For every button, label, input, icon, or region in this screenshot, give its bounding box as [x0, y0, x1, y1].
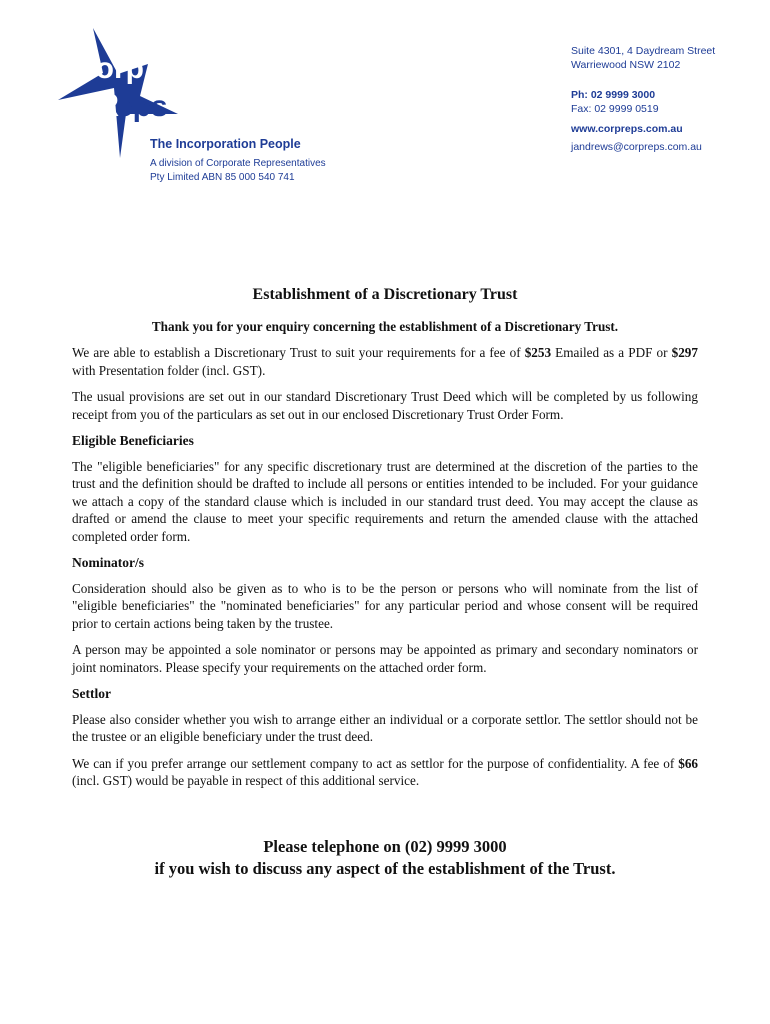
folder-fee: $297 — [671, 345, 698, 360]
cta-phone-line: Please telephone on (02) 9999 3000 — [263, 837, 507, 856]
phone-number: Ph: 02 9999 3000 — [571, 89, 656, 101]
pdf-fee: $253 — [524, 345, 552, 360]
contact-block — [571, 44, 761, 154]
cta-discuss-line: if you wish to discuss any aspect of the establishment of the Trust. — [154, 859, 616, 878]
nominators-paragraph-2: A person may be appointed a sole nominator or persons may be appointed as primary and secondary nominators or joint nominators. Please specify your requirements on the attached order form. — [72, 642, 698, 675]
heading-eligible-beneficiaries: Eligible Beneficiaries — [72, 433, 194, 448]
settlor-paragraph-2: We can if you prefer arrange our settlement company to act as settlor for the purpose of confidentiality. A fee of $66 (incl. GST) would be payable in respect of this additional service. — [72, 755, 698, 788]
logo-word-eps: eps — [116, 90, 168, 123]
provisions-paragraph: The usual provisions are set out in our standard Discretionary Trust Deed which will be completed by us following receipt from you of the particulars as set out in our enclosed Discretionary Trust Order Form. — [72, 389, 698, 422]
logo-word-corp: Corp — [74, 52, 144, 85]
logo-initial-r: R — [96, 87, 120, 123]
fee-paragraph: We are able to establish a Discretionary Trust to suit your requirements for a fee of $253 Emailed as a PDF or $297 with Presentation folder (incl. GST). — [72, 345, 698, 378]
settlor-paragraph-1: Please also consider whether you wish to arrange either an individual or a corporate settlor. The settlor should not be the trustee or an eligible beneficiary under the trust deed. — [72, 711, 698, 744]
company-tagline: The Incorporation People — [150, 137, 301, 151]
company-division — [150, 157, 326, 185]
division-line-2: Pty Limited ABN 85 000 540 741 — [150, 172, 295, 183]
heading-nominators: Nominator/s — [72, 555, 144, 570]
heading-settlor: Settlor — [72, 686, 111, 701]
call-to-action — [0, 836, 770, 880]
intro-text: Thank you for your enquiry concerning the establishment of a Discretionary Trust. — [151, 318, 619, 334]
beneficiaries-paragraph: The "eligible beneficiaries" for any specific discretionary trust are determined at the discretion of the parties to the trust and the definition should be drafted to include all persons or entities intended to be included. For your guidance we attach a copy of the standard clause which is included in our standard trust deed. You may accept the clause as drafted or amend the clause to meet your specific requirements and return the amended clause with the attached completed order form. — [72, 458, 698, 544]
website-link[interactable]: www.corpreps.com.au — [571, 123, 683, 135]
address-line-1: Suite 4301, 4 Daydream Street — [571, 45, 716, 57]
letter-body — [72, 286, 698, 799]
nominators-paragraph-1: Consideration should also be given as to who is to be the person or persons who will nominate from the list of "eligible beneficiaries" the "nominated beneficiaries" for any particular period and whose consent will be required prior to certain actions being taken by the trustee. — [72, 580, 698, 631]
document-title: Establishment of a Discretionary Trust — [252, 286, 518, 303]
fax-number: Fax: 02 9999 0519 — [571, 103, 659, 115]
address-line-2: Warriewood NSW 2102 — [571, 59, 681, 71]
settlor-fee: $66 — [678, 755, 698, 771]
email-link[interactable]: jandrews@corpreps.com.au — [571, 141, 702, 153]
division-line-1: A division of Corporate Representatives — [150, 158, 326, 169]
